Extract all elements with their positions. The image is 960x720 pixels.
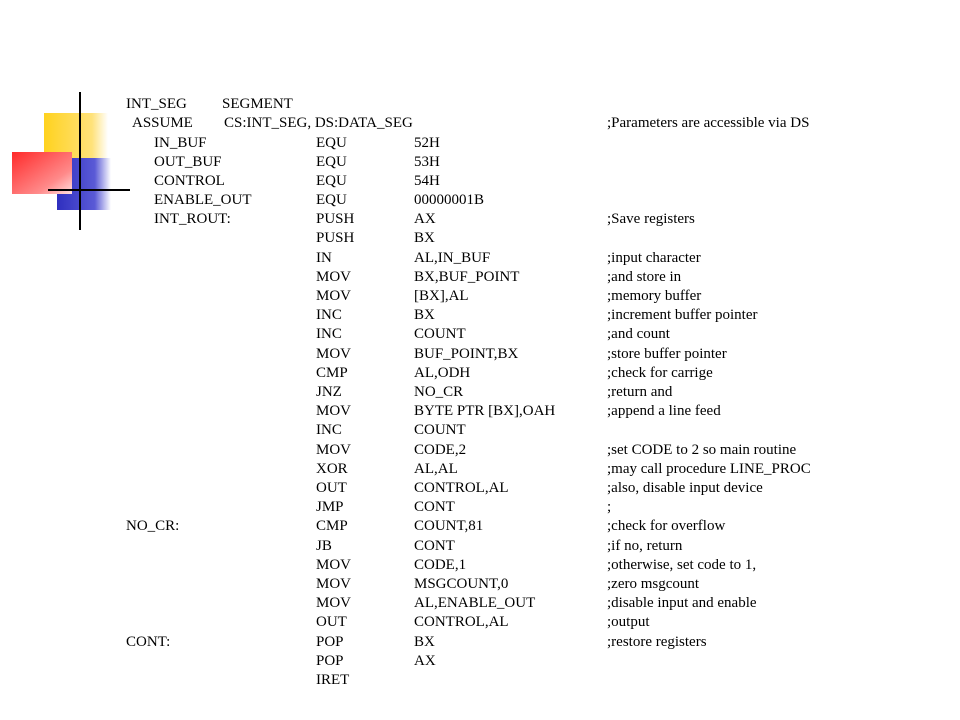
line-comment: ;input character (607, 250, 701, 266)
code-line (0, 306, 960, 325)
line-arg: AL,ENABLE_OUT (414, 595, 536, 611)
line-op: IRET (316, 672, 350, 688)
line-arg: MSGCOUNT,0 (414, 576, 509, 592)
line-arg: AX (414, 653, 436, 669)
line-comment: ;Save registers (607, 211, 695, 227)
line-arg: CONT (414, 499, 455, 515)
code-line (0, 268, 960, 287)
line-arg: AL,AL (414, 461, 458, 477)
line-comment: ;check for overflow (607, 518, 726, 534)
line-arg: BYTE PTR [BX],OAH (414, 403, 556, 419)
line-op: MOV (316, 403, 352, 419)
code-line (0, 210, 960, 229)
line-op: JMP (316, 499, 344, 515)
code-line (0, 671, 960, 690)
line-arg: COUNT (414, 326, 466, 342)
line-label: ASSUME (132, 115, 193, 131)
line-arg: BX (414, 634, 435, 650)
code-line (0, 460, 960, 479)
line-op: XOR (316, 461, 348, 477)
code-line (0, 613, 960, 632)
line-comment: ;zero msgcount (607, 576, 700, 592)
line-op: MOV (316, 595, 352, 611)
line-comment: ;if no, return (607, 538, 683, 554)
code-line (0, 652, 960, 671)
code-line (0, 594, 960, 613)
line-comment: ;disable input and enable (607, 595, 757, 611)
line-label: IN_BUF (154, 135, 207, 151)
code-line (0, 383, 960, 402)
code-line (0, 172, 960, 191)
line-comment: ;restore registers (607, 634, 707, 650)
line-comment: ; (607, 499, 612, 515)
line-comment: ;set CODE to 2 so main routine (607, 442, 797, 458)
line-comment: ;increment buffer pointer (607, 307, 758, 323)
line-comment: ;and count (607, 326, 670, 342)
line-op: POP (316, 653, 344, 669)
line-arg: BUF_POINT,BX (414, 346, 519, 362)
line-op: OUT (316, 480, 347, 496)
line-op: MOV (316, 576, 352, 592)
line-arg: BX (414, 230, 435, 246)
line-op: INC (316, 422, 342, 438)
line-op: JNZ (316, 384, 342, 400)
code-line (0, 345, 960, 364)
line-arg: CODE,2 (414, 442, 467, 458)
line-arg: AL,ODH (414, 365, 471, 381)
line-op: INC (316, 326, 342, 342)
line-comment: ;append a line feed (607, 403, 721, 419)
line-arg: [BX],AL (414, 288, 469, 304)
line-arg: CONT (414, 538, 455, 554)
line-comment: ;also, disable input device (607, 480, 763, 496)
line-label: CONT: (126, 634, 171, 650)
line-op: SEGMENT (222, 96, 293, 112)
code-line (0, 364, 960, 383)
line-arg: CONTROL,AL (414, 480, 509, 496)
line-arg: COUNT (414, 422, 466, 438)
code-line (0, 479, 960, 498)
line-op: CMP (316, 518, 348, 534)
line-arg: CS:INT_SEG, DS:DATA_SEG (224, 115, 413, 131)
line-op: EQU (316, 173, 347, 189)
code-line (0, 421, 960, 440)
line-comment: ;check for carrige (607, 365, 713, 381)
code-line (0, 498, 960, 517)
line-op: OUT (316, 614, 347, 630)
line-label: OUT_BUF (154, 154, 222, 170)
line-arg: 52H (414, 135, 440, 151)
line-arg: CODE,1 (414, 557, 467, 573)
code-line (0, 325, 960, 344)
code-line (0, 114, 960, 133)
line-label: NO_CR: (126, 518, 180, 534)
line-op: MOV (316, 442, 352, 458)
code-line (0, 556, 960, 575)
line-arg: NO_CR (414, 384, 464, 400)
line-label: CONTROL (154, 173, 225, 189)
line-op: CMP (316, 365, 348, 381)
code-line (0, 402, 960, 421)
code-line (0, 229, 960, 248)
code-line (0, 517, 960, 536)
line-arg: AL,IN_BUF (414, 250, 491, 266)
line-op: PUSH (316, 230, 355, 246)
code-line (0, 134, 960, 153)
line-op: POP (316, 634, 344, 650)
line-comment: ;memory buffer (607, 288, 702, 304)
code-line (0, 633, 960, 652)
line-op: MOV (316, 346, 352, 362)
line-comment: ;return and (607, 384, 673, 400)
code-line (0, 249, 960, 268)
line-comment: ;Parameters are accessible via DS (607, 115, 810, 131)
line-arg: CONTROL,AL (414, 614, 509, 630)
line-comment: ;store buffer pointer (607, 346, 727, 362)
line-op: IN (316, 250, 332, 266)
line-label: INT_ROUT: (154, 211, 231, 227)
line-comment: ;otherwise, set code to 1, (607, 557, 757, 573)
line-label: ENABLE_OUT (154, 192, 252, 208)
line-op: EQU (316, 135, 347, 151)
code-line (0, 575, 960, 594)
code-line (0, 153, 960, 172)
line-op: MOV (316, 288, 352, 304)
line-op: JB (316, 538, 332, 554)
line-arg: BX,BUF_POINT (414, 269, 520, 285)
line-comment: ;may call procedure LINE_PROC (607, 461, 811, 477)
code-line (0, 537, 960, 556)
line-comment: ;output (607, 614, 650, 630)
line-comment: ;and store in (607, 269, 682, 285)
code-line (0, 191, 960, 210)
line-label: INT_SEG (126, 96, 187, 112)
line-op: MOV (316, 557, 352, 573)
line-op: INC (316, 307, 342, 323)
line-op: EQU (316, 154, 347, 170)
code-line (0, 287, 960, 306)
line-op: MOV (316, 269, 352, 285)
line-op: PUSH (316, 211, 355, 227)
line-arg: BX (414, 307, 435, 323)
line-op: EQU (316, 192, 347, 208)
line-arg: AX (414, 211, 436, 227)
code-line (0, 441, 960, 460)
line-arg: 00000001B (414, 192, 485, 208)
line-arg: 54H (414, 173, 440, 189)
code-line (0, 95, 960, 114)
line-arg: COUNT,81 (414, 518, 484, 534)
line-arg: 53H (414, 154, 440, 170)
